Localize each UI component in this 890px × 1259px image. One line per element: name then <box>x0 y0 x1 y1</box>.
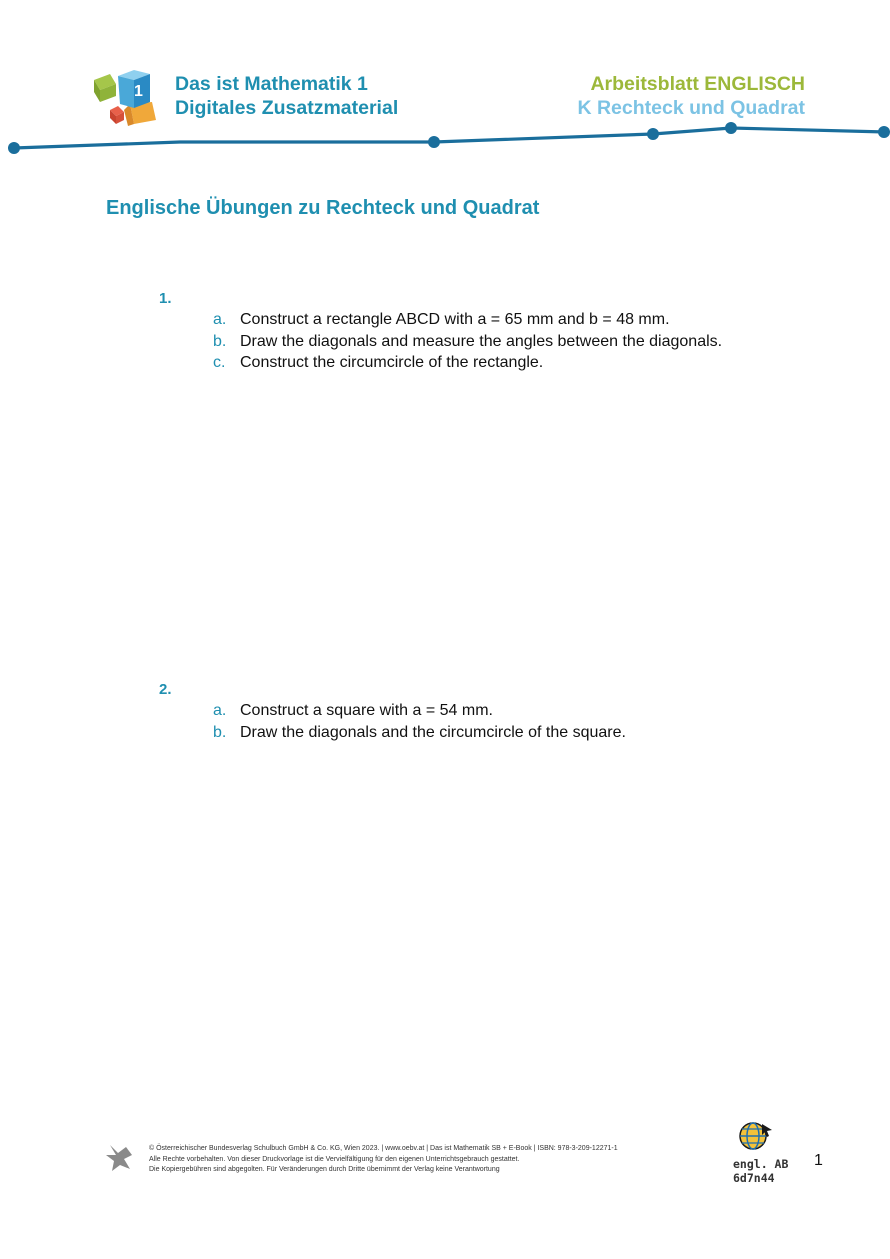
exercise-1-number: 1. <box>159 290 172 307</box>
task-2b <box>213 722 626 744</box>
svg-text:1: 1 <box>134 83 143 100</box>
sheet-topic: K Rechteck und Quadrat <box>577 97 805 119</box>
footer-line: © Österreichischer Bundesverlag Schulbuch GmbH & Co. KG, Wien 2023. | www.oebv.at | Das ist Mathematik SB + E-Book | ISBN: 978-3-209-12271-1 <box>149 1145 618 1152</box>
online-code-label[interactable]: engl. AB <box>733 1157 789 1171</box>
task-letter: b. <box>213 332 227 350</box>
exercise-2-tasks <box>213 700 626 743</box>
task-text: Construct a square with a = 54 mm. <box>240 702 493 719</box>
task-text: Construct a rectangle ABCD with a = 65 mm and b = 48 mm. <box>240 311 670 328</box>
footer-copyright <box>149 1144 618 1176</box>
book-title: Das ist Mathematik 1 <box>175 73 368 95</box>
task-1b <box>213 331 722 353</box>
page-number: 1 <box>814 1152 823 1169</box>
task-text: Draw the diagonals and the circumcircle of the square. <box>240 723 626 741</box>
sheet-type: Arbeitsblatt ENGLISCH <box>590 73 805 95</box>
globe-cursor-icon[interactable] <box>738 1120 774 1152</box>
publisher-logo-icon <box>104 1143 136 1173</box>
task-text: Draw the diagonals and measure the angles between the diagonals. <box>240 332 723 350</box>
task-letter: b. <box>213 723 227 741</box>
exercise-1-tasks <box>213 309 722 374</box>
exercise-2-number: 2. <box>159 681 172 698</box>
footer-line: Alle Rechte vorbehalten. Von dieser Druckvorlage ist die Vervielfältigung für den eigenen Unterrichtsgebrauch gestattet. <box>149 1155 520 1163</box>
task-letter: c. <box>213 354 226 371</box>
task-1c <box>213 352 722 374</box>
task-1a <box>213 309 722 331</box>
page-title: Englische Übungen zu Rechteck und Quadrat <box>106 197 540 219</box>
book-subtitle: Digitales Zusatzmaterial <box>175 97 399 119</box>
task-letter: a. <box>213 311 227 328</box>
online-code[interactable]: 6d7n44 <box>733 1171 775 1185</box>
task-text: Construct the circumcircle of the rectangle. <box>240 354 544 371</box>
header-divider-line <box>0 118 890 158</box>
footer-line: Die Kopiergebühren sind abgegolten. Für Veränderungen durch Dritte übernimmt der Verlag keine Verantwortung <box>149 1166 500 1173</box>
task-2a <box>213 700 626 722</box>
task-letter: a. <box>213 702 227 719</box>
